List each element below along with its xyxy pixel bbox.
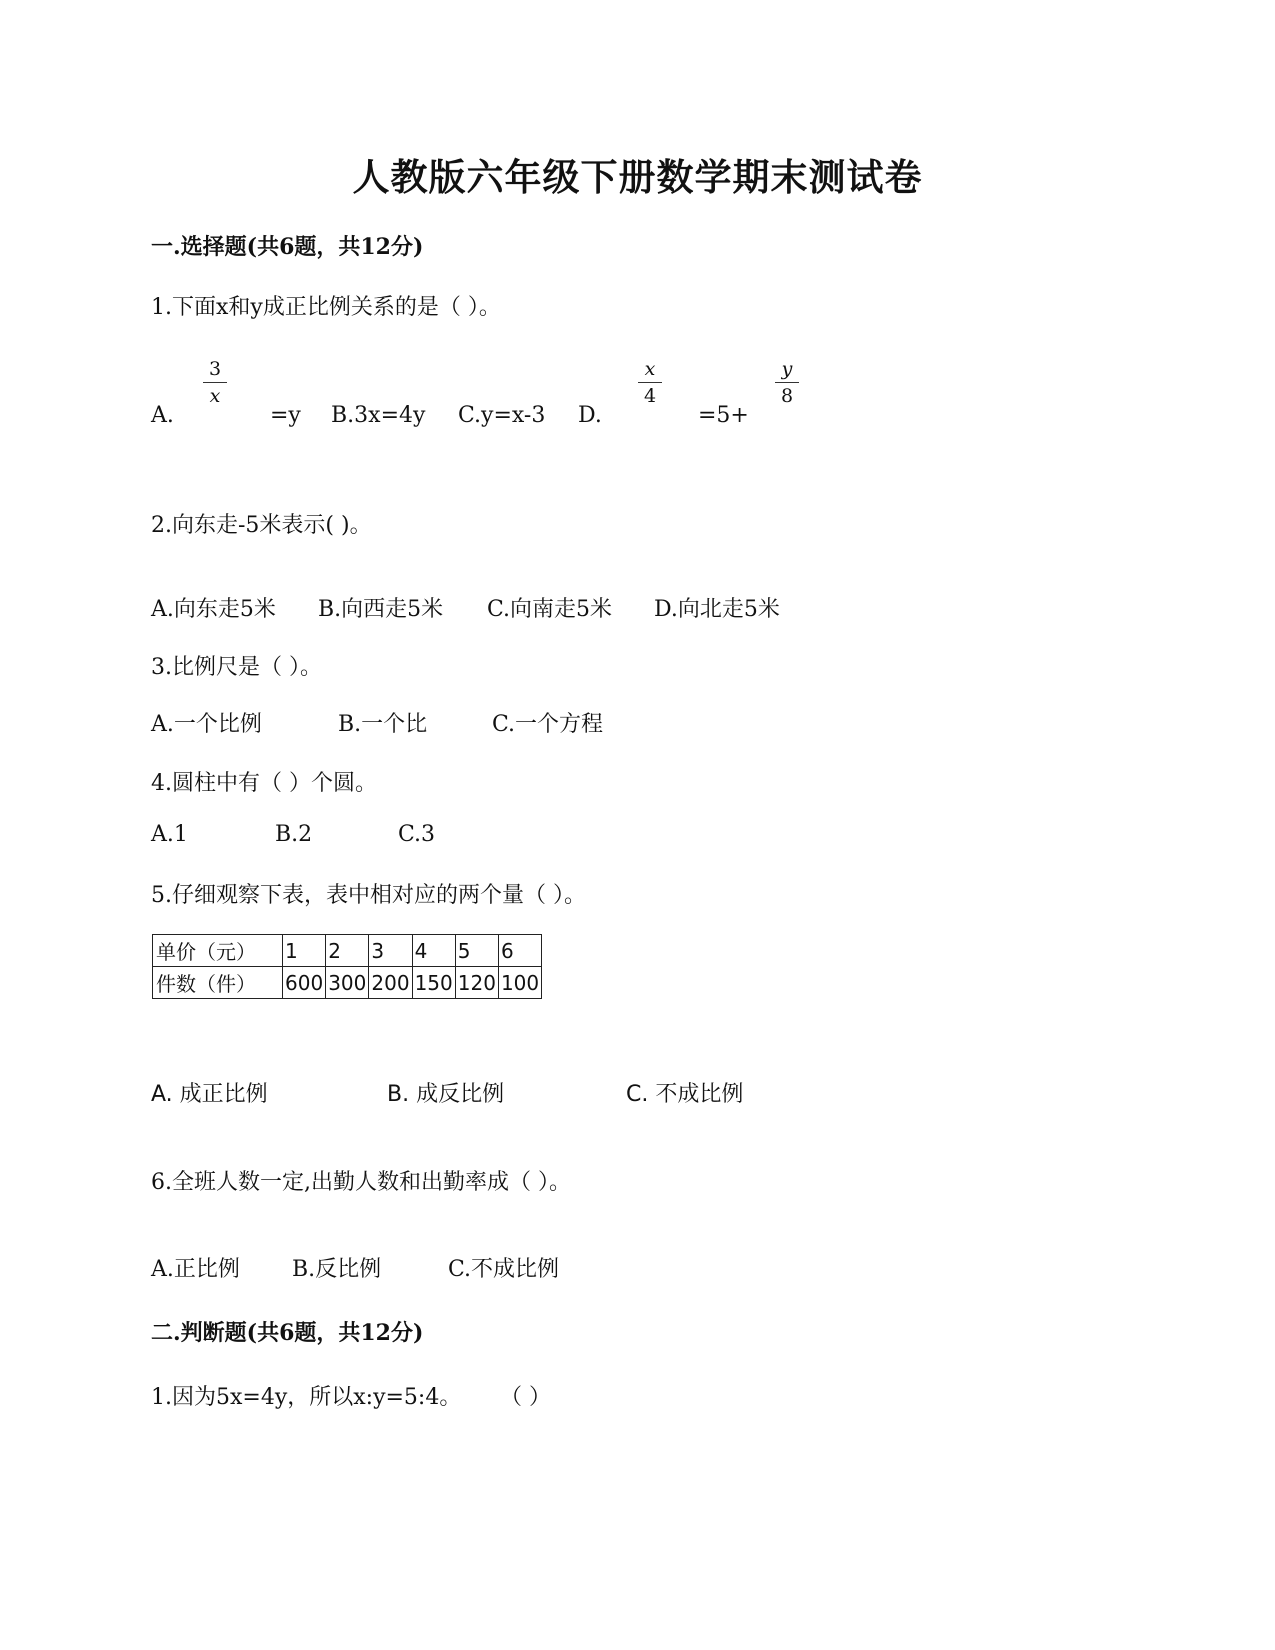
fraction-bar xyxy=(638,382,662,383)
fraction-bar xyxy=(203,382,227,383)
q3-option-b: B.一个比 xyxy=(338,712,428,737)
q1-option-a-label: A. xyxy=(151,403,174,428)
table-cell: 300 xyxy=(326,967,369,999)
fraction-numerator: 3 xyxy=(208,358,222,380)
table-cell: 3 xyxy=(369,935,412,967)
page-title: 人教版六年级下册数学期末测试卷 xyxy=(352,155,923,199)
q1-option-c: C.y=x-3 xyxy=(458,403,546,428)
table-cell: 6 xyxy=(498,935,541,967)
table-cell: 200 xyxy=(369,967,412,999)
question-5-text: 5.仔细观察下表，表中相对应的两个量（ ）。 xyxy=(151,883,586,908)
section-heading-judgement: 二.判断题(共6题，共12分) xyxy=(151,1320,424,1346)
q1-option-b: B.3x=4y xyxy=(331,403,426,428)
q5-option-b: B. 成反比例 xyxy=(387,1082,505,1107)
question-4-text: 4.圆柱中有（ ）个圆。 xyxy=(151,771,377,796)
q4-option-a: A.1 xyxy=(151,822,188,847)
table-cell: 4 xyxy=(412,935,455,967)
q1-option-d-fraction-2 xyxy=(772,358,802,407)
q2-option-d: D.向北走5米 xyxy=(654,597,780,622)
table-cell: 5 xyxy=(455,935,498,967)
question-3-text: 3.比例尺是（ ）。 xyxy=(151,655,322,680)
table-cell: 150 xyxy=(412,967,455,999)
q3-option-c: C.一个方程 xyxy=(492,712,604,737)
table-cell: 1 xyxy=(283,935,326,967)
fraction-bar xyxy=(775,382,799,383)
q1-option-a-fraction xyxy=(200,358,230,407)
q2-option-b: B.向西走5米 xyxy=(318,597,444,622)
table-cell: 600 xyxy=(283,967,326,999)
q2-option-a: A.向东走5米 xyxy=(151,597,276,622)
fraction-denominator: 8 xyxy=(780,385,794,407)
table-row xyxy=(153,967,542,999)
fraction-denominator: 4 xyxy=(643,385,657,407)
table-row-header: 单价（元） xyxy=(153,935,283,967)
q2-option-c: C.向南走5米 xyxy=(487,597,613,622)
q6-option-b: B.反比例 xyxy=(292,1257,382,1282)
q4-option-b: B.2 xyxy=(275,822,313,847)
q1-option-a-rest: =y xyxy=(270,403,301,428)
q5-option-c: C. 不成比例 xyxy=(626,1082,744,1107)
q1-option-d-label: D. xyxy=(578,403,602,428)
table-cell: 2 xyxy=(326,935,369,967)
question-2-text: 2.向东走-5米表示( )。 xyxy=(151,513,372,538)
q3-option-a: A.一个比例 xyxy=(151,712,262,737)
fraction-numerator: y xyxy=(781,358,793,380)
q6-option-a: A.正比例 xyxy=(151,1257,240,1282)
fraction-denominator: x xyxy=(209,385,221,407)
question-1-text: 1.下面x和y成正比例关系的是（ ）。 xyxy=(151,295,501,320)
judgement-question-1-text: 1.因为5x=4y，所以x:y=5:4。 xyxy=(151,1385,462,1410)
price-quantity-table xyxy=(152,934,542,999)
q5-option-a: A. 成正比例 xyxy=(151,1082,268,1107)
judgement-question-1-blank: （ ） xyxy=(500,1385,551,1410)
fraction-numerator: x xyxy=(644,358,656,380)
table-row-header: 件数（件） xyxy=(153,967,283,999)
q1-option-d-mid: =5+ xyxy=(698,403,749,428)
table-cell: 100 xyxy=(498,967,541,999)
table-cell: 120 xyxy=(455,967,498,999)
q4-option-c: C.3 xyxy=(398,822,436,847)
question-6-text: 6.全班人数一定,出勤人数和出勤率成（ ）。 xyxy=(151,1170,571,1195)
table-row xyxy=(153,935,542,967)
q1-option-d-fraction-1 xyxy=(635,358,665,407)
q6-option-c: C.不成比例 xyxy=(448,1257,560,1282)
section-heading-choice: 一.选择题(共6题，共12分) xyxy=(151,234,424,260)
